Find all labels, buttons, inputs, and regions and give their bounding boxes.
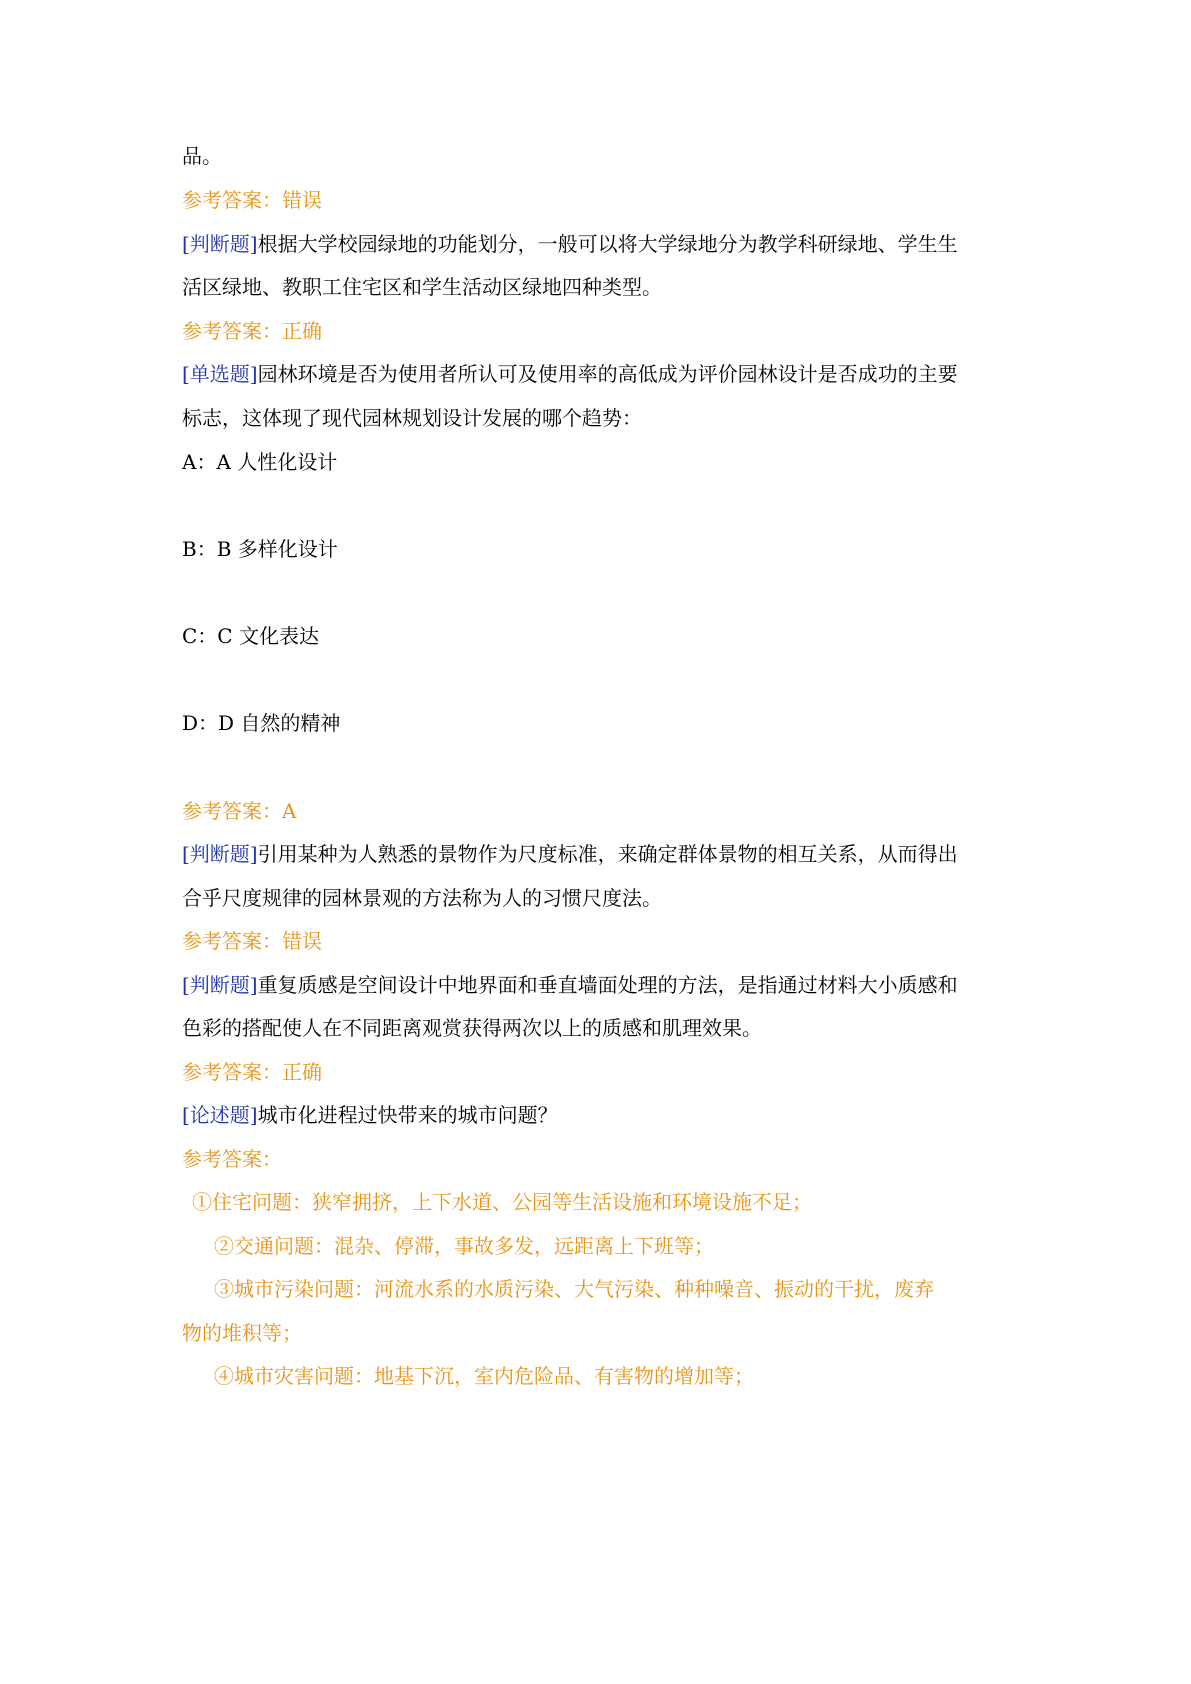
answer-detail-line: 物的堆积等； <box>182 1321 302 1345</box>
option-b: B：B 多样化设计 <box>182 537 338 561</box>
question-text: 合乎尺度规律的园林景观的方法称为人的习惯尺度法。 <box>182 886 662 910</box>
answer-line: 参考答案：正确 <box>182 319 322 343</box>
option-c: C：C 文化表达 <box>182 624 319 648</box>
question-text: 活区绿地、教职工住宅区和学生活动区绿地四种类型。 <box>182 275 662 299</box>
question-text: 引用某种为人熟悉的景物作为尺度标准，来确定群体景物的相互关系，从而得出 <box>257 842 958 866</box>
question-text: 园林环境是否为使用者所认可及使用率的高低成为评价园林设计是否成功的主要 <box>257 362 958 386</box>
question-text: 标志，这体现了现代园林规划设计发展的哪个趋势： <box>182 406 642 430</box>
question-type-tag: [判断题] <box>182 842 258 866</box>
question-text: 城市化进程过快带来的城市问题？ <box>257 1103 558 1127</box>
question-line <box>182 840 958 868</box>
question-type-tag: [单选题] <box>182 362 258 386</box>
option-a: A：A 人性化设计 <box>182 450 338 474</box>
answer-detail-line: ④城市灾害问题：地基下沉，室内危险品、有害物的增加等； <box>214 1364 754 1388</box>
answer-line: 参考答案： <box>182 1147 282 1171</box>
answer-line: 参考答案：错误 <box>182 188 322 212</box>
question-type-tag: [论述题] <box>182 1103 258 1127</box>
question-line <box>182 1101 558 1129</box>
question-text: 重复质感是空间设计中地界面和垂直墙面处理的方法，是指通过材料大小质感和 <box>257 973 958 997</box>
question-type-tag: [判断题] <box>182 973 258 997</box>
question-line <box>182 971 958 999</box>
answer-detail-line: ①住宅问题：狭窄拥挤，上下水道、公园等生活设施和环境设施不足； <box>192 1190 812 1214</box>
question-type-tag: [判断题] <box>182 232 258 256</box>
question-text: 色彩的搭配使人在不同距离观赏获得两次以上的质感和肌理效果。 <box>182 1016 762 1040</box>
text-fragment: 品。 <box>182 144 222 168</box>
question-text: 根据大学校园绿地的功能划分，一般可以将大学绿地分为教学科研绿地、学生生 <box>257 232 958 256</box>
question-line <box>182 230 958 258</box>
answer-detail-line: ②交通问题：混杂、停滞，事故多发，远距离上下班等； <box>214 1234 714 1258</box>
answer-line: 参考答案：错误 <box>182 929 322 953</box>
answer-detail-line: ③城市污染问题：河流水系的水质污染、大气污染、种种噪音、振动的干扰，废弃 <box>214 1277 934 1301</box>
answer-line: 参考答案：正确 <box>182 1060 322 1084</box>
option-d: D：D 自然的精神 <box>182 711 341 735</box>
answer-line: 参考答案：A <box>182 799 297 823</box>
question-line <box>182 360 958 388</box>
